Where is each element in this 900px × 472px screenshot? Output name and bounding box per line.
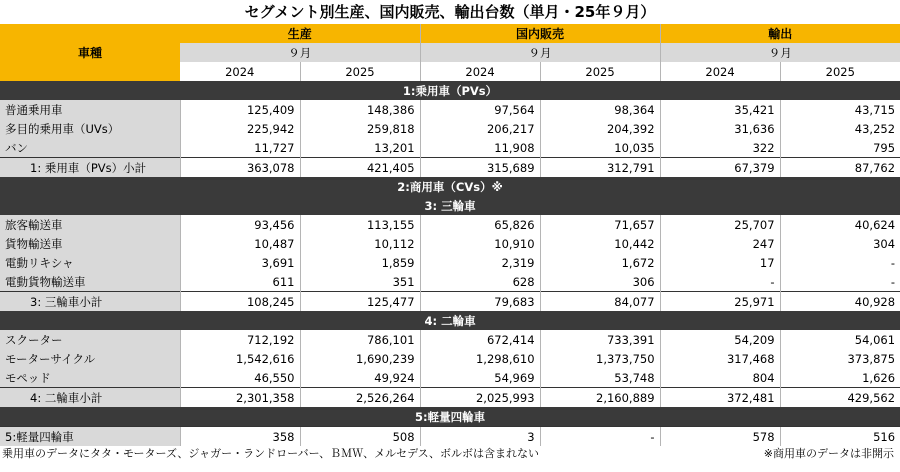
cell: 84,077 (540, 292, 660, 312)
cell: 2,160,889 (540, 388, 660, 408)
cell: 40,928 (780, 292, 900, 312)
subtotal-label: 1: 乗用車（PVs）小計 (0, 158, 180, 178)
year-header: 2024 (180, 62, 300, 81)
cell: 1,672 (540, 253, 660, 272)
footer-cv-note: ※商用車のデータは非開示 (763, 447, 894, 460)
section-header-two-wheeler: 4: 二輪車 (0, 311, 900, 330)
cell: 65,826 (420, 215, 540, 234)
cell: 1,298,610 (420, 349, 540, 368)
cell: 733,391 (540, 330, 660, 349)
page-title: セグメント別生産、国内販売、輸出台数（単月・25年９月） (244, 3, 656, 21)
table-row (0, 234, 900, 253)
cell: - (780, 272, 900, 292)
cell: 125,409 (180, 100, 300, 119)
cell: 113,155 (300, 215, 420, 234)
cell: 54,969 (420, 368, 540, 388)
row-label: 貨物輸送車 (0, 234, 180, 253)
cell: - (540, 427, 660, 447)
table-row (0, 330, 900, 349)
cell: 54,209 (660, 330, 780, 349)
section-header-three-wheeler: 3: 三輪車 (0, 196, 900, 215)
subtotal-label: 3: 三輪車小計 (0, 292, 180, 312)
subtotal-row (0, 292, 900, 312)
cell: 11,727 (180, 138, 300, 158)
cell: 304 (780, 234, 900, 253)
row-label: バン (0, 138, 180, 158)
table-row (0, 368, 900, 388)
cell: 315,689 (420, 158, 540, 178)
cell: 306 (540, 272, 660, 292)
cell: 712,192 (180, 330, 300, 349)
cell: 98,364 (540, 100, 660, 119)
cell: 312,791 (540, 158, 660, 178)
cell: 67,379 (660, 158, 780, 178)
cell: 31,636 (660, 119, 780, 138)
cell: 363,078 (180, 158, 300, 178)
table-row (0, 100, 900, 119)
cell: 25,971 (660, 292, 780, 312)
subtotal-row (0, 158, 900, 178)
header-group-row (0, 24, 900, 43)
cell: 53,748 (540, 368, 660, 388)
cell: 97,564 (420, 100, 540, 119)
cell: 46,550 (180, 368, 300, 388)
subtotal-row (0, 388, 900, 408)
cell: - (660, 272, 780, 292)
table-row (0, 272, 900, 292)
cell: 358 (180, 427, 300, 447)
row-label: 旅客輸送車 (0, 215, 180, 234)
cell: 125,477 (300, 292, 420, 312)
cell: 322 (660, 138, 780, 158)
cell: 13,201 (300, 138, 420, 158)
cell: 2,526,264 (300, 388, 420, 408)
row-label: 電動リキシャ (0, 253, 180, 272)
month-header: ９月 (660, 43, 900, 62)
vehicle-type-header: 車種 (0, 24, 180, 81)
domestic-sales-header: 国内販売 (420, 24, 660, 43)
row-label: モーターサイクル (0, 349, 180, 368)
cell: 628 (420, 272, 540, 292)
cell: 10,442 (540, 234, 660, 253)
cell: 10,910 (420, 234, 540, 253)
cell: 247 (660, 234, 780, 253)
cell: 317,468 (660, 349, 780, 368)
table-row (0, 349, 900, 368)
cell: 1,690,239 (300, 349, 420, 368)
cell: 79,683 (420, 292, 540, 312)
month-header: ９月 (180, 43, 420, 62)
subtotal-row (0, 427, 900, 447)
cell: 2,025,993 (420, 388, 540, 408)
cell: 421,405 (300, 158, 420, 178)
cell: 10,112 (300, 234, 420, 253)
cell: 225,942 (180, 119, 300, 138)
cell: 25,707 (660, 215, 780, 234)
cell: 508 (300, 427, 420, 447)
cell: 259,818 (300, 119, 420, 138)
cell: 1,542,616 (180, 349, 300, 368)
cell: 10,035 (540, 138, 660, 158)
export-header: 輸出 (660, 24, 900, 43)
cell: 206,217 (420, 119, 540, 138)
cell: 516 (780, 427, 900, 447)
cell: 49,924 (300, 368, 420, 388)
subtotal-label: 4: 二輪車小計 (0, 388, 180, 408)
row-label: モペッド (0, 368, 180, 388)
cell: 17 (660, 253, 780, 272)
year-header: 2025 (300, 62, 420, 81)
row-label: スクーター (0, 330, 180, 349)
cell: 3 (420, 427, 540, 447)
year-header: 2025 (780, 62, 900, 81)
cell: 373,875 (780, 349, 900, 368)
table-row (0, 253, 900, 272)
footer (0, 446, 900, 462)
section-header-cv: 2:商用車（CVs）※ (0, 177, 900, 196)
cell: 3,691 (180, 253, 300, 272)
cell: 372,481 (660, 388, 780, 408)
cell: 795 (780, 138, 900, 158)
segment-table (0, 24, 900, 446)
year-header: 2024 (420, 62, 540, 81)
row-label: 電動貨物輸送車 (0, 272, 180, 292)
cell: 351 (300, 272, 420, 292)
cell: 611 (180, 272, 300, 292)
cell: 786,101 (300, 330, 420, 349)
cell: 10,487 (180, 234, 300, 253)
cell: - (780, 253, 900, 272)
cell: 204,392 (540, 119, 660, 138)
cell: 87,762 (780, 158, 900, 178)
cell: 2,301,358 (180, 388, 300, 408)
row-label: 普通乗用車 (0, 100, 180, 119)
table-row (0, 119, 900, 138)
cell: 1,626 (780, 368, 900, 388)
cell: 35,421 (660, 100, 780, 119)
table-row (0, 138, 900, 158)
cell: 108,245 (180, 292, 300, 312)
cell: 2,319 (420, 253, 540, 272)
table-row (0, 215, 900, 234)
cell: 148,386 (300, 100, 420, 119)
cell: 578 (660, 427, 780, 447)
cell: 672,414 (420, 330, 540, 349)
year-header: 2025 (540, 62, 660, 81)
cell: 93,456 (180, 215, 300, 234)
cell: 804 (660, 368, 780, 388)
row-label: 多目的乗用車（UVs） (0, 119, 180, 138)
cell: 54,061 (780, 330, 900, 349)
cell: 429,562 (780, 388, 900, 408)
cell: 71,657 (540, 215, 660, 234)
year-header: 2024 (660, 62, 780, 81)
production-header: 生産 (180, 24, 420, 43)
section-header-pv: 1:乗用車（PVs） (0, 81, 900, 100)
cell: 43,715 (780, 100, 900, 119)
cell: 1,859 (300, 253, 420, 272)
subtotal-label: 5:軽量四輪車 (0, 427, 180, 447)
month-header: ９月 (420, 43, 660, 62)
section-header-quadricycle: 5:軽量四輪車 (0, 407, 900, 427)
cell: 43,252 (780, 119, 900, 138)
cell: 40,624 (780, 215, 900, 234)
footer-note: 乗用車のデータにタタ・モーターズ、ジャガー・ランドローバー、ＢＭＷ、メルセデス、ボルボは含まれない (2, 447, 540, 460)
cell: 1,373,750 (540, 349, 660, 368)
cell: 11,908 (420, 138, 540, 158)
